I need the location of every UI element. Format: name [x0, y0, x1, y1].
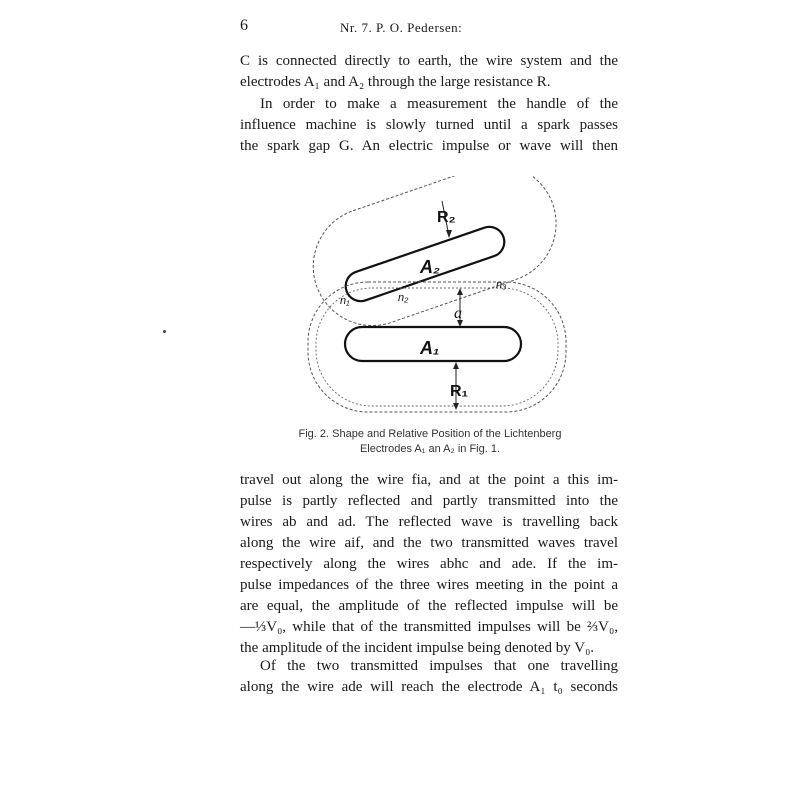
- r1-arrowhead-bottom: [453, 403, 459, 410]
- running-head: Nr. 7. P. O. Pedersen:: [340, 20, 463, 35]
- text-line: respectively along the wires abhc and ade. If the im-: [240, 556, 618, 572]
- paragraph-2: [240, 94, 618, 157]
- text-line: along the wire ade will reach the electrode A₁ t₀ seconds: [240, 679, 618, 695]
- text-line: pulse is partly reflected and partly transmitted into the: [240, 493, 618, 509]
- paragraph-1: [240, 51, 618, 93]
- text-line: —⅓V₀, while that of the transmitted impulses will be ⅔V₀,: [240, 619, 618, 635]
- label-n2: n₂: [398, 292, 409, 304]
- caption-line: Fig. 2. Shape and Relative Position of the Lichtenberg: [298, 428, 562, 440]
- text-line: influence machine is slowly turned until a spark passes: [240, 117, 618, 133]
- r2-arrowhead: [446, 230, 452, 238]
- text-line: along the wire aif, and the two transmitted waves travel: [240, 535, 618, 551]
- text-line: electrodes A₁ and A₂ through the large resistance R.: [240, 74, 551, 90]
- text-line: travel out along the wire fia, and at the point a this im-: [240, 472, 618, 488]
- text-line: the spark gap G. An electric impulse or wave will then: [240, 138, 618, 154]
- text-line: In order to make a measurement the handle of the: [260, 96, 618, 112]
- text-line: pulse impedances of the three wires meeting in the point a: [240, 577, 618, 593]
- text-line: the amplitude of the incident impulse being denoted by V₀.: [240, 640, 595, 656]
- figure-electrodes: [290, 176, 580, 416]
- label-a1: A₁: [420, 338, 440, 358]
- text-line: Of the two transmitted impulses that one travelling: [260, 658, 618, 674]
- label-n1: n₁: [340, 295, 350, 307]
- scan-speck: [163, 330, 166, 333]
- label-gap-a: a: [454, 305, 462, 322]
- paragraph-3: [240, 470, 618, 659]
- text-line: wires ab and ad. The reflected wave is travelling back: [240, 514, 618, 530]
- page-number: 6: [240, 17, 248, 34]
- caption-line: Electrodes A₁ an A₂ in Fig. 1.: [359, 443, 501, 455]
- text-line: are equal, the amplitude of the reflected impulse will be: [240, 598, 618, 614]
- figure-caption: [270, 427, 590, 457]
- electrode-diagram: [290, 176, 580, 416]
- label-n3: n₃: [496, 279, 507, 291]
- label-r1: R₁: [450, 383, 469, 400]
- label-r2: R₂: [437, 209, 456, 226]
- paragraph-4: [240, 656, 618, 698]
- gap-arrowhead-top: [457, 288, 463, 295]
- text-line: C is connected directly to earth, the wire system and the: [240, 53, 618, 69]
- label-a2: A₂: [420, 257, 440, 277]
- r1-arrowhead-top: [453, 362, 459, 369]
